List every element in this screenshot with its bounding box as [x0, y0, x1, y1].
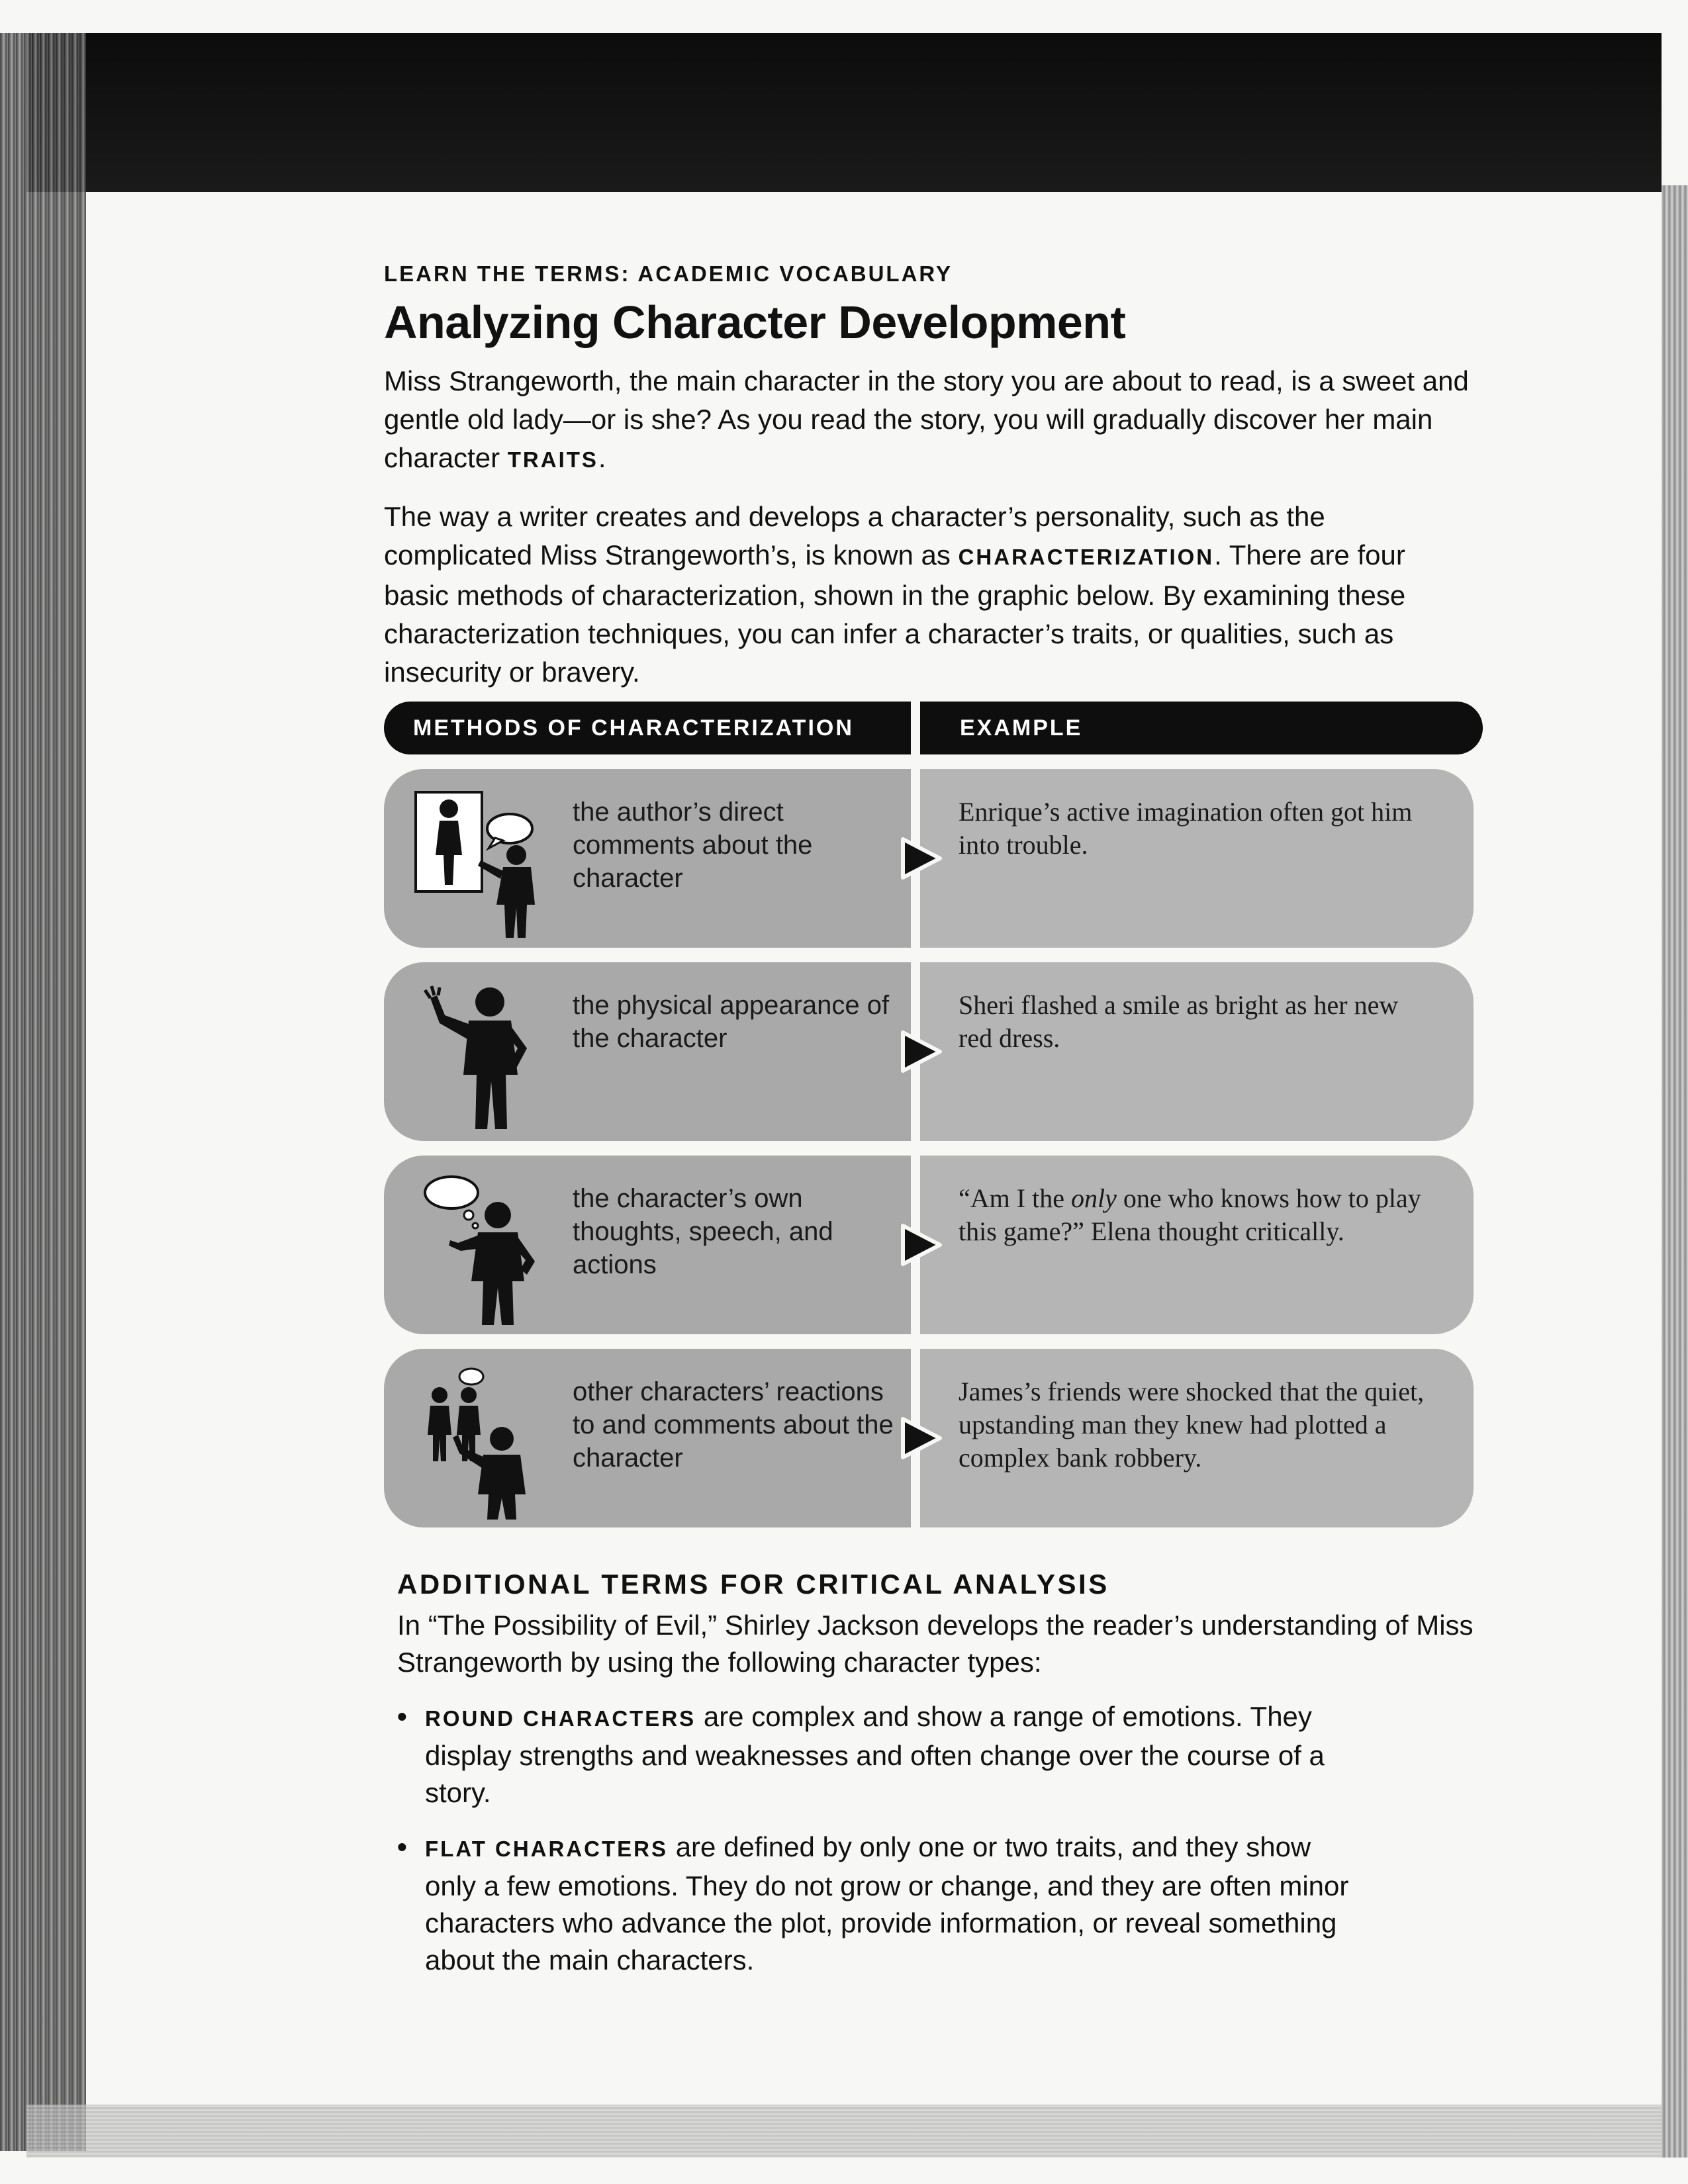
characterization-chart: [384, 702, 1483, 1527]
example-cell: [920, 1156, 1474, 1334]
example-text: “Am I the only one who knows how to play this game?” Elena thought critically.: [959, 1183, 1421, 1246]
intro-paragraph-1: Miss Strangeworth, the main character in the story you are about to read, is a sweet and gentle old lady—or is she? As you read the story, you will gradually discover her main character TRAITS.: [384, 365, 1469, 473]
chart-row: [384, 769, 1483, 948]
example-cell: [920, 1349, 1474, 1527]
play-arrow-icon: [898, 1415, 944, 1461]
method-cell: [384, 769, 920, 948]
method-text: the physical appearance of the character: [573, 991, 890, 1053]
section-eyebrow: LEARN THE TERMS: ACADEMIC VOCABULARY: [384, 261, 953, 286]
term-flat-characters: FLAT CHARACTERS: [425, 1837, 669, 1861]
chart-header: [384, 702, 1483, 754]
term-characterization: CHARACTERIZATION: [958, 545, 1215, 569]
thinking-figure-icon: [410, 1169, 556, 1328]
bullet-icon: •: [397, 1831, 407, 1862]
list-item: • FLAT CHARACTERS are defined by only one or two traits, and they show only a few emotions. They do not grow or change, and they are often minor characters who advance the plot, provide information, or reveal something about the main characters.: [397, 1829, 1365, 1979]
chart-row: [384, 1156, 1483, 1334]
method-cell: [384, 962, 920, 1141]
play-arrow-icon: [898, 835, 944, 882]
method-text: the author’s direct comments about the character: [573, 797, 813, 893]
example-cell: [920, 962, 1474, 1141]
example-text: Enrique’s active imagination often got him into trouble.: [959, 797, 1413, 860]
chart-row: [384, 962, 1483, 1141]
method-cell: [384, 1349, 920, 1527]
section-intro: In “The Possibility of Evil,” Shirley Jackson develops the reader’s understanding of Miss Strangeworth by using the following character types:: [397, 1610, 1474, 1678]
intro-paragraph-2: The way a writer creates and develops a character’s personality, such as the complicated Miss Strangeworth’s, is known as CHARACTERIZATION. There are four basic methods of characterization, shown in the graphic below. By examining these characterization techniques, you can infer a character’s traits, or qualities, such as insecurity or bravery.: [384, 501, 1406, 688]
play-arrow-icon: [898, 1028, 944, 1075]
section-heading: ADDITIONAL TERMS FOR CRITICAL ANALYSIS: [397, 1569, 1109, 1600]
method-text: other characters’ reactions to and comments about the character: [573, 1377, 894, 1473]
example-column-header: EXAMPLE: [960, 715, 1083, 741]
waving-figure-icon: [410, 976, 556, 1134]
scan-right-edge: [1662, 185, 1688, 2158]
group-reaction-icon: [410, 1362, 556, 1521]
example-cell: [920, 769, 1474, 948]
bullet-icon: •: [397, 1701, 407, 1732]
methods-column-header: METHODS OF CHARACTERIZATION: [384, 702, 920, 754]
author-commenting-icon: [410, 782, 556, 941]
method-cell: [384, 1156, 920, 1334]
chart-row: [384, 1349, 1483, 1527]
scan-bottom-edge: [26, 2105, 1662, 2158]
scan-top-band: [26, 33, 1662, 192]
scan-left-edge: [0, 33, 86, 2151]
method-text: the character’s own thoughts, speech, and actions: [573, 1184, 833, 1279]
play-arrow-icon: [898, 1222, 944, 1268]
term-round-characters: ROUND CHARACTERS: [425, 1706, 696, 1731]
example-text: Sheri flashed a smile as bright as her new red dress.: [959, 990, 1399, 1053]
page-title: Analyzing Character Development: [384, 296, 1126, 348]
term-traits: TRAITS: [507, 447, 598, 472]
list-item: • ROUND CHARACTERS are complex and show a range of emotions. They display strengths and weaknesses and often change over the course of a story.: [397, 1698, 1365, 1811]
example-text: James’s friends were shocked that the quiet, upstanding man they knew had plotted a complex bank robbery.: [959, 1377, 1425, 1473]
additional-terms-section: [397, 1569, 1483, 1996]
character-types-list: [397, 1698, 1483, 1979]
lesson-intro: [384, 261, 1496, 710]
